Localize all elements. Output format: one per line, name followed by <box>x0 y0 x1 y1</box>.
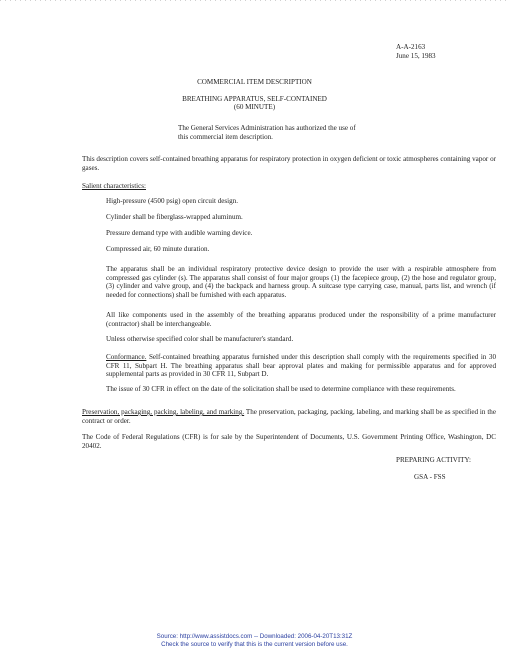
cfr-issue-paragraph: The issue of 30 CFR in effect on the date of the solicitation shall be used to determine compliance with these requirements. <box>106 385 456 393</box>
list-item: Pressure demand type with audible warning device. <box>106 229 253 237</box>
verify-line: Check the source to verify that this is the current version before use. <box>161 641 348 648</box>
source-line: Source: http://www.assistdocs.com -- Downloaded: 2006-04-20T13:31Z <box>156 633 353 640</box>
cfr-sale-note: The Code of Federal Regulations (CFR) is for sale by the Superintendent of Documents, U.S. Government Printing Office, Washington, DC 20402. <box>82 433 496 450</box>
list-item: Unless otherwise specified color shall be manufacturer's standard. <box>106 335 294 343</box>
authorization-line-1: The General Services Administration has authorized the use of <box>178 124 356 132</box>
list-item: Cylinder shall be fiberglass-wrapped aluminum. <box>106 213 243 221</box>
preservation-label: Preservation, packaging, packing, labeling, and marking. <box>82 408 245 416</box>
list-item: All like components used in the assembly of the breathing apparatus produced under the responsibility of a prime manufacturer (contractor) shall be interchangeable. <box>106 311 496 328</box>
preparing-activity-label: PREPARING ACTIVITY: <box>396 456 471 464</box>
preparing-activity-value: GSA - FSS <box>414 473 446 481</box>
item-duration: (60 MINUTE) <box>233 103 276 111</box>
conformance-paragraph <box>106 353 496 379</box>
conformance-text: Self-contained breathing apparatus furnished under this description shall comply with the requirements specified in 30 CFR 11, Subpart H. The breathing apparatus shall bear approval plates and making for permissible apparatus and for approved supplemental parts as provided in 30 CFR 11, Subpart D. <box>106 353 496 379</box>
scope-paragraph: This description covers self-contained breathing apparatus for respiratory protection in oxygen deficient or toxic atmospheres containing vapor or gases. <box>82 155 496 172</box>
document-number: A-A-2163 <box>396 43 426 51</box>
document-title: COMMERCIAL ITEM DESCRIPTION <box>197 78 312 86</box>
item-name: BREATHING APPARATUS, SELF-CONTAINED <box>182 95 327 103</box>
list-item: Compressed air, 60 minute duration. <box>106 245 210 253</box>
preservation-paragraph <box>82 408 496 425</box>
document-date: June 15, 1983 <box>396 52 436 60</box>
scan-edge-line <box>0 0 509 3</box>
authorization-line-2: this commercial item description. <box>178 133 273 141</box>
salient-characteristics-heading: Salient characteristics: <box>82 182 147 190</box>
list-item: High-pressure (4500 psig) open circuit design. <box>106 197 238 205</box>
list-item: The apparatus shall be an individual respiratory protective device design to provide the user with a respirable atmosphere from compressed gas cylinder (s). The apparatus shall consist of four major groups (1) the facepiece group, (2) the hose and regulator group, (3) cylinder and valve group, and (4) the backpack and harness group. A suitcase type carrying case, manual, parts list, and wrench (if needed for connections) shall be furnished with each apparatus. <box>106 265 496 300</box>
preservation-text: The preservation, packaging, packing, labeling, and marking shall be as specified in the contract or order. <box>82 408 496 425</box>
conformance-label: Conformance. <box>106 353 147 361</box>
